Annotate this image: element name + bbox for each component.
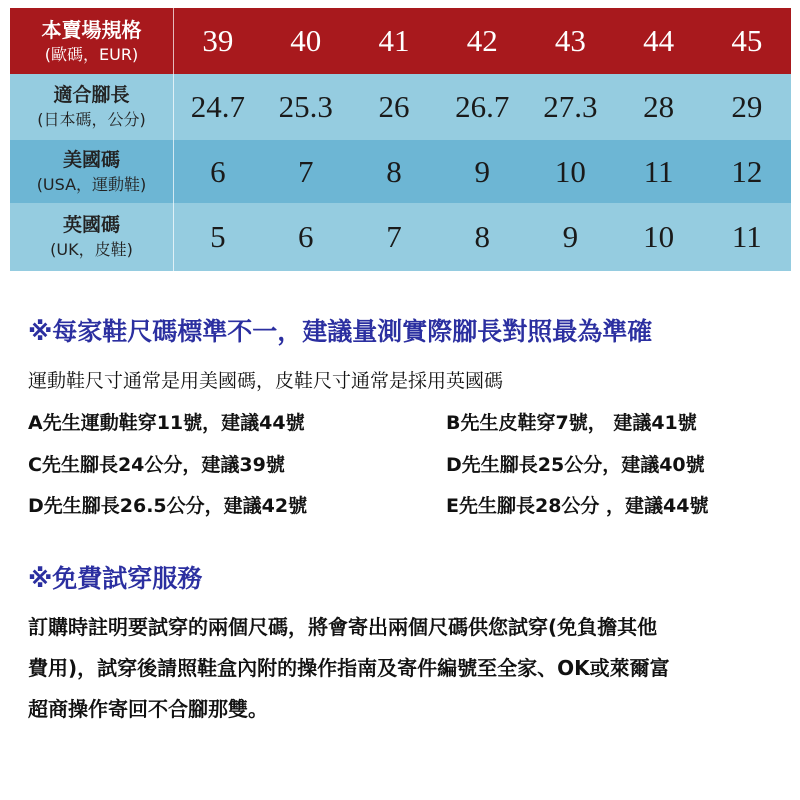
- size-cell: 10: [615, 203, 703, 271]
- size-cell: 27.3: [526, 74, 614, 140]
- size-cell: 39: [174, 8, 262, 74]
- size-cell: 28: [615, 74, 703, 140]
- size-cell: 25.3: [262, 74, 350, 140]
- row-title: 美國碼: [62, 148, 120, 171]
- size-cell: 41: [350, 8, 438, 74]
- row-header: [10, 74, 174, 140]
- example-row: [28, 408, 697, 435]
- size-cell: 9: [438, 140, 526, 203]
- example-row: [28, 450, 705, 477]
- size-cell: 12: [703, 140, 791, 203]
- intro-text: 運動鞋尺寸通常是用美國碼，皮鞋尺寸通常是採用英國碼: [28, 370, 504, 392]
- row-title: 適合腳長: [53, 84, 130, 107]
- example-text: E先生腳長28公分 ，建議44號: [446, 495, 709, 517]
- row-header: [10, 8, 174, 74]
- example-text: B先生皮鞋穿7號， 建議41號: [446, 412, 697, 434]
- foot-length-row: [10, 74, 791, 140]
- sizing-notice: ※每家鞋尺碼標準不一，建議量測實際腳長對照最為準確: [28, 317, 653, 346]
- example-text: C先生腳長24公分，建議39號: [28, 454, 285, 476]
- row-subtitle: (UK，皮鞋): [50, 240, 133, 260]
- trial-heading: ※免費試穿服務: [28, 564, 203, 593]
- example-text: D先生腳長26.5公分，建議42號: [28, 495, 308, 517]
- size-cell: 44: [615, 8, 703, 74]
- example-text: D先生腳長25公分，建議40號: [446, 454, 705, 476]
- size-cell: 9: [526, 203, 614, 271]
- size-cell: 5: [174, 203, 262, 271]
- example-text: A先生運動鞋穿11號，建議44號: [28, 412, 305, 434]
- size-cell: 26.7: [438, 74, 526, 140]
- size-cell: 43: [526, 8, 614, 74]
- size-cell: 26: [350, 74, 438, 140]
- size-cell: 45: [703, 8, 791, 74]
- size-cell: 10: [526, 140, 614, 203]
- us-size-row: [10, 140, 791, 203]
- size-cell: 42: [438, 8, 526, 74]
- size-cell: 11: [703, 203, 791, 271]
- trial-line: 訂購時註明要試穿的兩個尺碼，將會寄出兩個尺碼供您試穿(免負擔其他: [28, 615, 658, 639]
- eur-size-row: [10, 8, 791, 74]
- size-cell: 6: [174, 140, 262, 203]
- size-cell: 24.7: [174, 74, 262, 140]
- size-cell: 8: [350, 140, 438, 203]
- size-cell: 7: [262, 140, 350, 203]
- size-cell: 6: [262, 203, 350, 271]
- example-row: [28, 491, 709, 518]
- row-header: [10, 203, 174, 271]
- row-subtitle: (USA，運動鞋): [36, 174, 147, 194]
- row-title: 英國碼: [62, 214, 120, 237]
- row-header: [10, 140, 174, 203]
- size-cell: 29: [703, 74, 791, 140]
- trial-line: 超商操作寄回不合腳那雙。: [28, 697, 268, 721]
- trial-line: 費用)，試穿後請照鞋盒內附的操作指南及寄件編號至全家、OK或萊爾富: [28, 656, 670, 680]
- uk-size-row: [10, 203, 791, 271]
- size-cell: 8: [438, 203, 526, 271]
- row-subtitle: (日本碼，公分): [37, 110, 146, 130]
- row-subtitle: (歐碼，EUR): [44, 44, 139, 64]
- size-cell: 40: [262, 8, 350, 74]
- row-title: 本賣場規格: [41, 17, 142, 42]
- size-cell: 11: [615, 140, 703, 203]
- size-cell: 7: [350, 203, 438, 271]
- trial-description: [28, 607, 798, 730]
- size-chart-table: [10, 8, 791, 271]
